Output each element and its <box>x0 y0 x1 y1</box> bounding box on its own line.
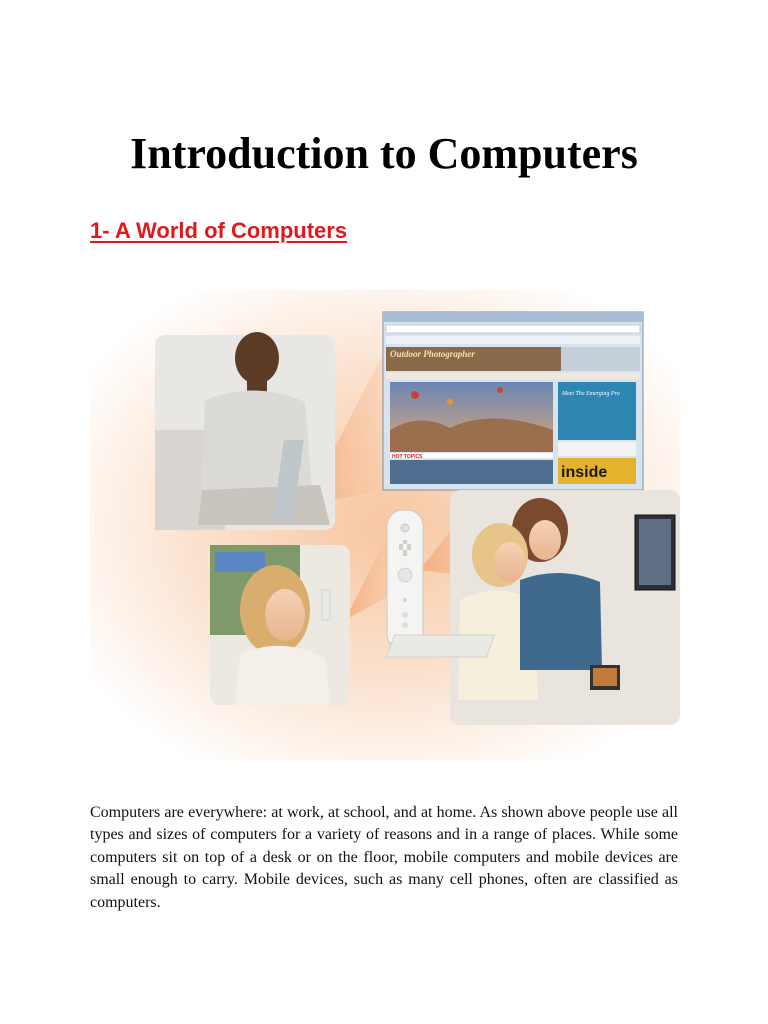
ad-headline: Meet The Emerging Pro <box>562 391 620 397</box>
girl-with-phone-photo <box>210 545 350 705</box>
computers-collage-figure <box>90 290 680 760</box>
collage-illustration <box>90 290 680 760</box>
intro-paragraph: Computers are everywhere: at work, at school, and at home. As shown above people use all types and sizes of computers for a variety of reasons and in a range of places. While some computers sit on top of a desk or on the floor, mobile computers and mobile devices are small enough to carry. Mobile devices, such as many cell phones, often are classified as computers. <box>90 804 678 911</box>
page-title: Introduction to Computers <box>130 129 638 178</box>
wii-remote-photo <box>387 510 423 650</box>
section-heading: 1- A World of Computers <box>90 218 348 243</box>
browser-window-photo <box>383 312 643 490</box>
magazine-cover-title: inside <box>561 464 608 481</box>
hot-topics-label: HOT TOPICS <box>392 454 423 460</box>
website-masthead: Outdoor Photographer <box>390 349 475 359</box>
man-with-laptop-photo <box>155 332 335 530</box>
